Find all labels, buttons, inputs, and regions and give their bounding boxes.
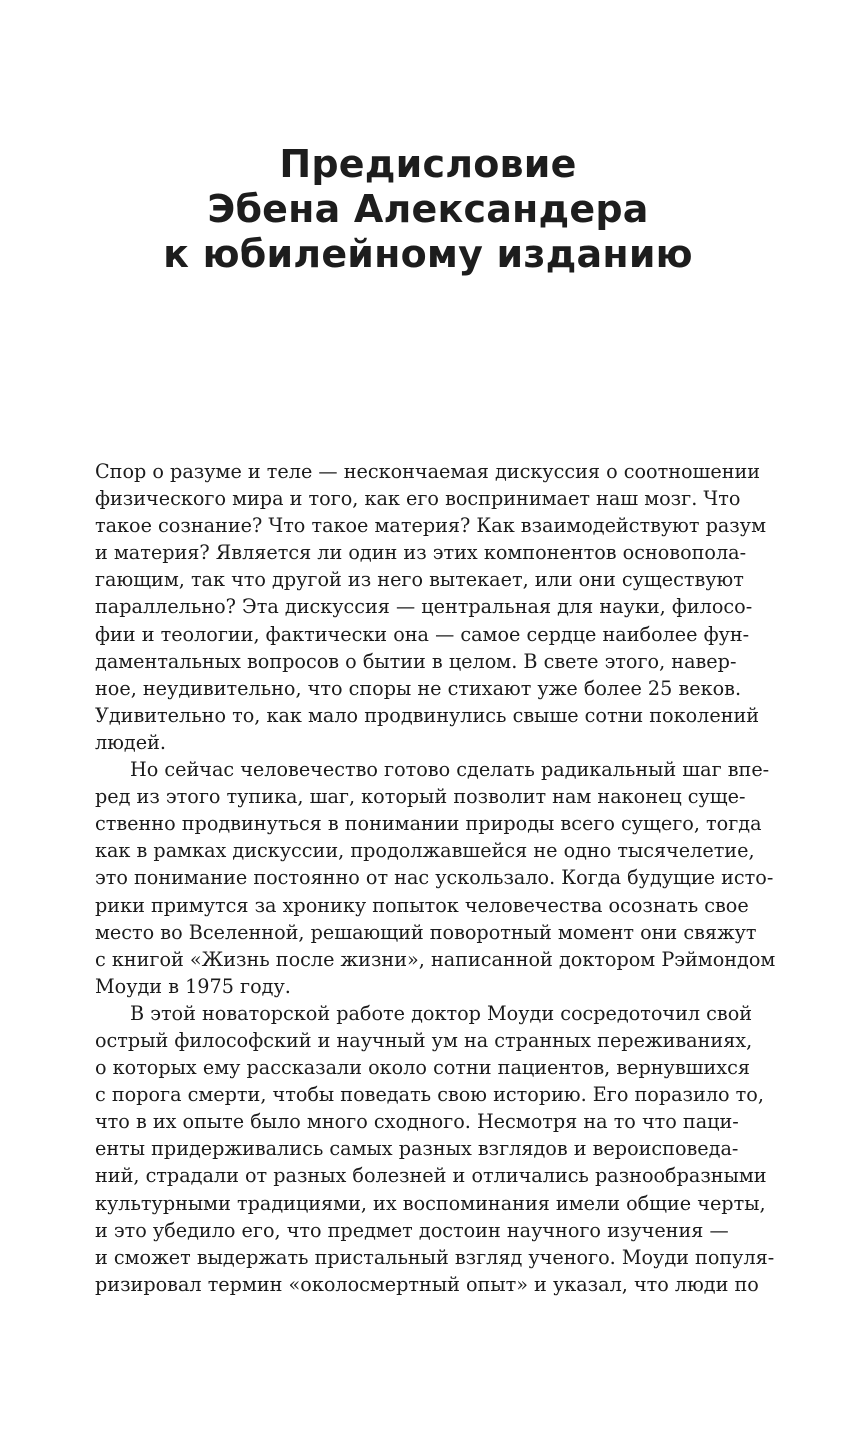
chapter-title-line: Эбена Александера (207, 187, 649, 231)
text-line: культурными традициями, их воспоминания имели общие черты, (95, 1191, 766, 1215)
text-line: и это убедило его, что предмет достоин научного изучения — (95, 1218, 729, 1242)
text-line: место во Вселенной, решающий поворотный момент они свяжут (95, 920, 757, 944)
chapter-title-line: к юбилейному изданию (163, 232, 693, 276)
text-line: рики примутся за хронику попыток человечества осознать свое (95, 893, 749, 917)
text-line: такое сознание? Что такое материя? Как взаимодействуют разум (95, 514, 766, 538)
text-line: острый философский и научный ум на странных переживаниях, (95, 1028, 753, 1052)
text-line: людей. (95, 730, 166, 754)
text-line: ственно продвинуться в понимании природы всего сущего, тогда (95, 812, 762, 836)
text-line: параллельно? Эта дискуссия — центральная для науки, филосо- (95, 595, 753, 619)
text-line: даментальных вопросов о бытии в целом. В свете этого, навер- (95, 649, 737, 673)
text-line: физического мира и того, как его воспринимает наш мозг. Что (95, 487, 741, 511)
text-line: Моуди в 1975 году. (95, 974, 291, 998)
text-line: ред из этого тупика, шаг, который позволит нам наконец суще- (95, 785, 746, 809)
text-line: енты придерживались самых разных взглядов и вероисповеда- (95, 1137, 739, 1161)
text-line: ное, неудивительно, что споры не стихают уже более 25 веков. (95, 676, 742, 700)
text-line: что в их опыте было много сходного. Несмотря на то что паци- (95, 1110, 739, 1134)
text-line: В этой новаторской работе доктор Моуди сосредоточил свой (130, 1001, 753, 1025)
text-line: ризировал термин «околосмертный опыт» и указал, что люди по (95, 1272, 759, 1296)
text-line: ний, страдали от разных болезней и отличались разнообразными (95, 1164, 767, 1188)
text-line: фии и теологии, фактически она — самое сердце наиболее фун- (95, 622, 750, 646)
chapter-title-line: Предисловие (279, 142, 577, 186)
text-line: с книгой «Жизнь после жизни», написанной доктором Рэймондом (95, 947, 776, 971)
text-line: Спор о разуме и теле — нескончаемая дискуссия о соотношении (95, 460, 761, 483)
text-line: как в рамках дискуссии, продолжавшейся не одно тысячелетие, (95, 839, 755, 863)
body-text (95, 458, 776, 1298)
text-line: и материя? Является ли один из этих компонентов основопола- (95, 541, 747, 565)
text-line: и сможет выдержать пристальный взгляд ученого. Моуди популя- (95, 1245, 775, 1269)
text-line: это понимание постоянно от нас ускользало. Когда будущие исто- (95, 866, 774, 890)
paragraph-3 (95, 1000, 775, 1298)
text-line: о которых ему рассказали около сотни пациентов, вернувшихся (95, 1056, 750, 1080)
paragraph-1 (95, 458, 766, 756)
text-line: гающим, так что другой из него вытекает, или они существуют (95, 568, 744, 592)
text-line: с порога смерти, чтобы поведать свою историю. Его поразило то, (95, 1083, 764, 1107)
paragraph-2 (95, 756, 776, 1000)
chapter-title (0, 142, 856, 277)
text-line: Удивительно то, как мало продвинулись свыше сотни поколений (95, 703, 760, 727)
text-line: Но сейчас человечество готово сделать радикальный шаг впе- (130, 758, 770, 782)
